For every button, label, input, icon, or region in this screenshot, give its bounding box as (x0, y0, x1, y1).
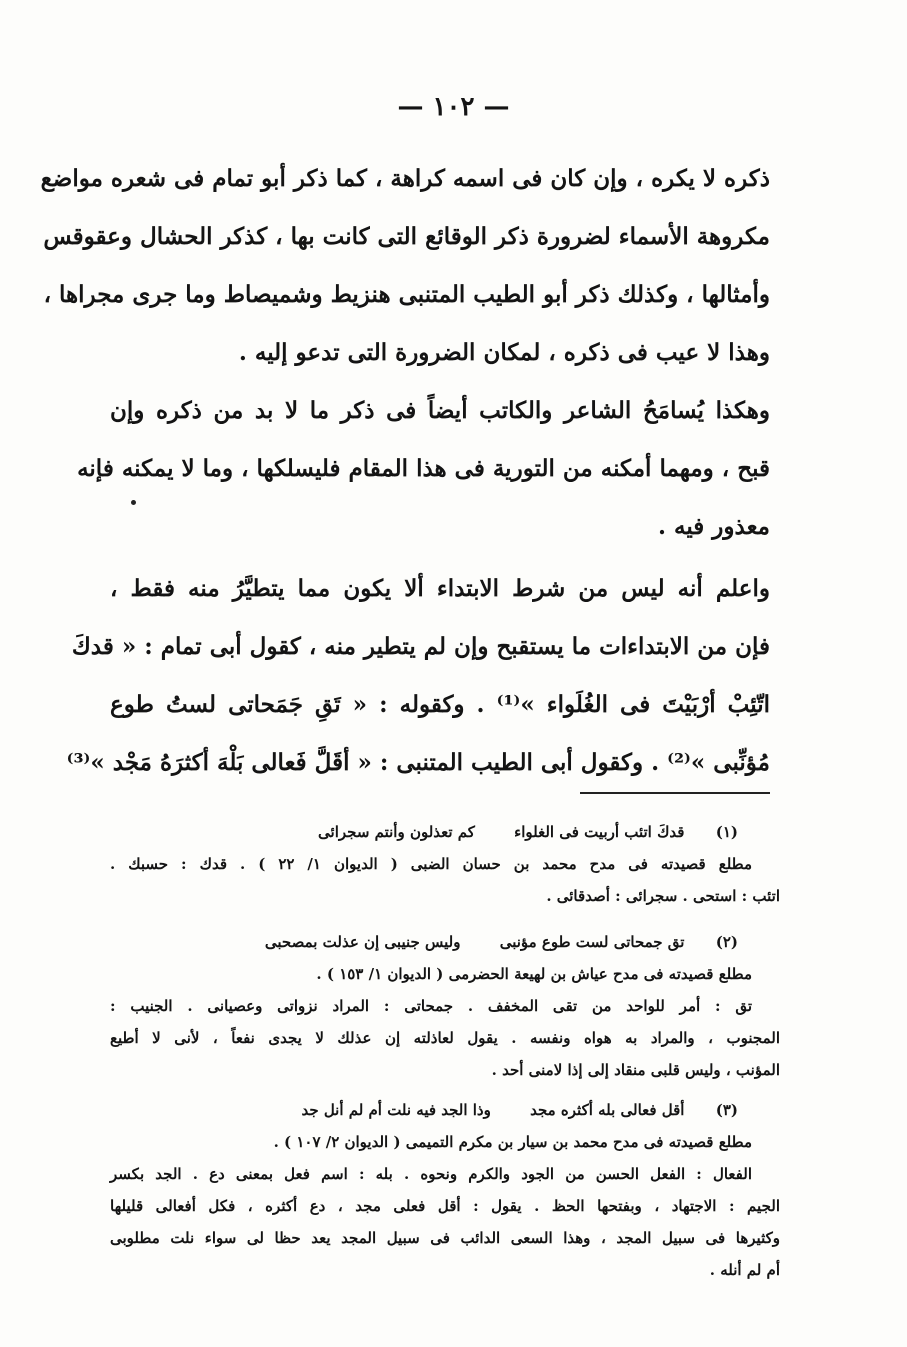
verse-second-hemistich: كم تعذلون وأنتم سجرائى (318, 823, 475, 841)
text-line: فإن من الابتداءات ما يستقبح وإن لم يتطير منه ، كقول أبى تمام : « قدكَ (71, 633, 770, 660)
verse-second-hemistich: وليس جنيبى إن عذلت بمصحبى (264, 933, 461, 951)
footnote-line: مطلع قصيدته فى مدح عياش بن لهيعة الحضرمى ( الديوان ١/ ١٥٣ ) . (316, 965, 752, 983)
verse-first-hemistich: قدكَ اتئب أربيت فى الغلواء (514, 823, 685, 841)
text-line: مُؤنِّبى »⁽²⁾ . وكقول أبى الطيب المتنبى : « أقَلَّ فَعالى بَلْهَ أكثرَهُ مَجْد »⁽³⁾ (66, 749, 770, 776)
footnote-number: (٢) (715, 933, 738, 951)
stray-dot (131, 500, 136, 505)
verse-first-hemistich: أقل فعالى بله أكثره مجد (530, 1101, 685, 1119)
footnote-line: اتئب : استحى . سجرائى : أصدقائى . (546, 887, 780, 905)
text-line: وأمثالها ، وكذلك ذكر أبو الطيب المتنبى هنزيط وشميصاط وما جرى مجراها ، (43, 281, 770, 308)
footnote-line: الفعال : الفعل الحسن من الجود والكرم ونحوه . بله : اسم فعل بمعنى دع . الجد بكسر (110, 1165, 752, 1183)
paragraph-3 (66, 560, 770, 792)
footnote-1 (110, 816, 780, 912)
footnote-line: مطلع قصيدته فى مدح محمد بن حسان الضبى ( الديوان ١/ ٢٢ ) . قدك : حسبك . (110, 855, 753, 873)
text-line: ذكره لا يكره ، وإن كان فى اسمه كراهة ، كما ذكر أبو تمام فى شعره مواضع (40, 165, 770, 192)
footnote-verse (110, 1094, 780, 1126)
footnote-line: الجيم : الاجتهاد ، وبفتحها الحظ . يقول : أقل فعلى مجد ، دع أكثره ، فكل أفعالى قليلها (110, 1197, 780, 1215)
footnote-line: أم لم أنله . (709, 1261, 780, 1279)
footnote-line: تق : أمر للواحد من تقى المخفف . جمحاتى : المراد نزواتى وعصيانى . الجنيب : (110, 997, 752, 1015)
footnote-verse (110, 816, 780, 848)
text-line: معذور فيه . (658, 513, 770, 540)
footnote-2 (110, 926, 780, 1086)
text-line: اتّئِبْ أرْبَيْتَ فى الغُلَواء »⁽¹⁾ . وكقوله : « تَقِ جَمَحاتى لستُ طوع (110, 691, 770, 718)
text-line: واعلم أنه ليس من شرط الابتداء ألا يكون مما يتطيَّرُ منه فقط ، (110, 575, 770, 602)
verse-first-hemistich: تق جمحاتى لست طوع مؤنبى (499, 933, 685, 951)
footnote-number: (٣) (715, 1101, 738, 1119)
text-line: مكروهة الأسماء لضرورة ذكر الوقائع التى كانت بها ، كذكر الحشال وعقوقس (43, 223, 770, 250)
footnote-separator (580, 792, 770, 794)
footnote-line: مطلع قصيدته فى مدح محمد بن سيار بن مكرم التميمى ( الديوان ٢/ ١٠٧ ) . (273, 1133, 752, 1151)
page-number: — ١٠٢ — (397, 92, 510, 122)
footnote-line: وكثيرها فى سبيل المجد ، وهذا السعى الدائب فى سبيل المجد يعد حظا لى سواء نلت مطلوبى (110, 1229, 780, 1247)
footnote-3 (110, 1094, 780, 1286)
footnote-line: المجنوب ، والمراد به هواه ونفسه . يقول لعاذلته إن عذلك لا يجدى نفعاً ، لأنى لا أطيع (110, 1029, 780, 1047)
footnote-verse (110, 926, 780, 958)
text-line: قبح ، ومهما أمكنه من التورية فى هذا المقام فليسلكها ، وما لا يمكنه فإنه (77, 455, 770, 482)
paragraph-1 (40, 150, 770, 382)
text-line: وهذا لا عيب فى ذكره ، لمكان الضرورة التى تدعو إليه . (238, 339, 770, 366)
footnote-line: المؤنب ، وليس قلبى منقاد إلى إذا لامنى أحد . (491, 1061, 780, 1079)
verse-second-hemistich: وذا الجد فيه نلت أم لم أنل جد (301, 1101, 491, 1119)
footnote-number: (١) (715, 823, 738, 841)
text-line: وهكذا يُسامَحُ الشاعر والكاتب أيضاً فى ذكر ما لا بد من ذكره وإن (110, 397, 770, 424)
paragraph-2 (77, 382, 770, 556)
